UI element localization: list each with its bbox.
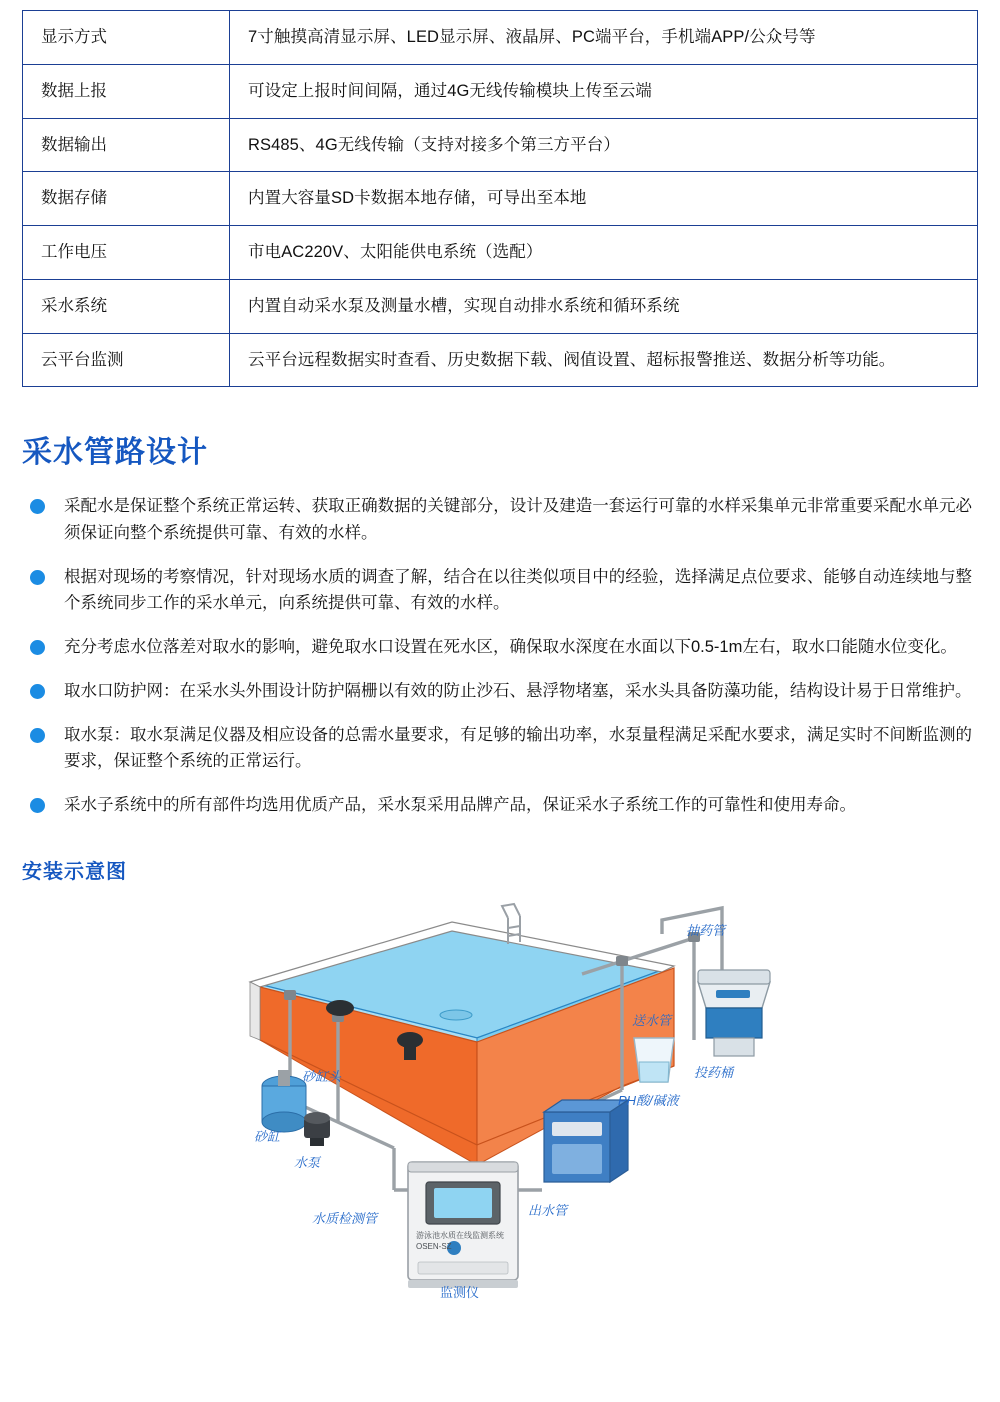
table-row xyxy=(23,226,978,280)
spec-table-body xyxy=(23,11,978,387)
device-name-text: 游泳池水质在线监测系统 xyxy=(416,1230,504,1240)
specifications-table xyxy=(22,10,978,387)
dosing-barrel xyxy=(698,970,770,1056)
list-item-text: 取水泵：取水泵满足仪器及相应设备的总需水量要求，有足够的输出功率，水泵量程满足采配水要求，满足实时不间断监测的要求，保证整个系统的正常运行。 xyxy=(64,725,972,771)
document-page xyxy=(0,10,1000,1402)
label-ph-acid-alkali: PH酸/碱液 xyxy=(618,1092,679,1108)
bullet-dot-icon xyxy=(30,640,45,655)
spec-label: 数据存储 xyxy=(23,172,230,226)
spec-label: 数据输出 xyxy=(23,118,230,172)
label-draw-medicine-pipe: 抽药管 xyxy=(686,922,726,938)
label-dosing-barrel: 投药桶 xyxy=(694,1064,734,1080)
dosing-machine xyxy=(544,1100,628,1182)
list-item-text: 采配水是保证整个系统正常运转、获取正确数据的关键部分，设计及建造一套运行可靠的水样采集单元非常重要采配水单元必须保证向整个系统提供可靠、有效的水样。 xyxy=(64,497,972,542)
label-water-delivery-pipe: 送水管 xyxy=(632,1012,672,1028)
bullet-dot-icon xyxy=(30,798,45,813)
list-item xyxy=(22,792,978,819)
spec-label: 工作电压 xyxy=(23,226,230,280)
installation-diagram xyxy=(22,890,978,1300)
device-model-text: OSEN-SZ xyxy=(416,1241,452,1251)
label-outlet-pipe: 出水管 xyxy=(528,1202,568,1218)
bullet-dot-icon xyxy=(30,570,45,585)
spec-label: 采水系统 xyxy=(23,279,230,333)
list-item xyxy=(22,564,978,617)
list-item-text: 根据对现场的考察情况，针对现场水质的调查了解，结合在以往类似项目中的经验，选择满足点位要求、能够自动连续地与整个系统同步工作的采水单元，向系统提供可靠、有效的水样。 xyxy=(64,567,972,613)
table-row xyxy=(23,172,978,226)
list-item xyxy=(22,634,978,661)
monitor-cabinet xyxy=(408,1162,518,1288)
label-water-quality-pipe: 水质检测管 xyxy=(312,1210,378,1226)
spec-label: 数据上报 xyxy=(23,64,230,118)
spec-value: 云平台远程数据实时查看、历史数据下载、阀值设置、超标报警推送、数据分析等功能。 xyxy=(230,333,978,387)
spec-value: 7寸触摸高清显示屏、LED显示屏、液晶屏、PC端平台，手机端APP/公众号等 xyxy=(230,11,978,65)
list-item xyxy=(22,493,978,546)
list-item xyxy=(22,678,978,705)
sand-filter-tank xyxy=(262,1070,306,1132)
table-row xyxy=(23,279,978,333)
label-sand-tank-head: 砂缸头 xyxy=(302,1068,342,1084)
label-water-pump: 水泵 xyxy=(294,1154,321,1170)
label-monitor: 监测仪 xyxy=(440,1284,480,1300)
spec-value: 内置自动采水泵及测量水槽，实现自动排水系统和循环系统 xyxy=(230,279,978,333)
water-pump xyxy=(304,1112,330,1146)
list-item xyxy=(22,722,978,775)
label-sand-tank: 砂缸 xyxy=(254,1128,281,1144)
spec-value: 可设定上报时间间隔，通过4G无线传输模块上传至云端 xyxy=(230,64,978,118)
table-row xyxy=(23,64,978,118)
spec-label: 云平台监测 xyxy=(23,333,230,387)
page-title: 采水管路设计 xyxy=(22,436,208,470)
bullet-dot-icon xyxy=(30,499,45,514)
bullet-list xyxy=(22,493,978,818)
ph-beaker xyxy=(634,1038,674,1082)
table-row xyxy=(23,11,978,65)
list-item-text: 充分考虑水位落差对取水的影响，避免取水口设置在死水区，确保取水深度在水面以下0.5-1m左右，取水口能随水位变化。 xyxy=(64,638,957,657)
bullet-dot-icon xyxy=(30,684,45,699)
spec-value: RS485、4G无线传输（支持对接多个第三方平台） xyxy=(230,118,978,172)
diagram-title: 安装示意图 xyxy=(22,860,127,883)
spec-value: 内置大容量SD卡数据本地存储，可导出至本地 xyxy=(230,172,978,226)
spec-label: 显示方式 xyxy=(23,11,230,65)
list-item-text: 取水口防护网：在采水头外围设计防护隔栅以有效的防止沙石、悬浮物堵塞，采水头具备防藻功能，结构设计易于日常维护。 xyxy=(64,681,972,700)
table-row xyxy=(23,333,978,387)
list-item-text: 采水子系统中的所有部件均选用优质产品，采水泵采用品牌产品，保证采水子系统工作的可靠性和使用寿命。 xyxy=(64,796,856,814)
bullet-dot-icon xyxy=(30,728,45,743)
spec-value: 市电AC220V、太阳能供电系统（选配） xyxy=(230,226,978,280)
table-row xyxy=(23,118,978,172)
